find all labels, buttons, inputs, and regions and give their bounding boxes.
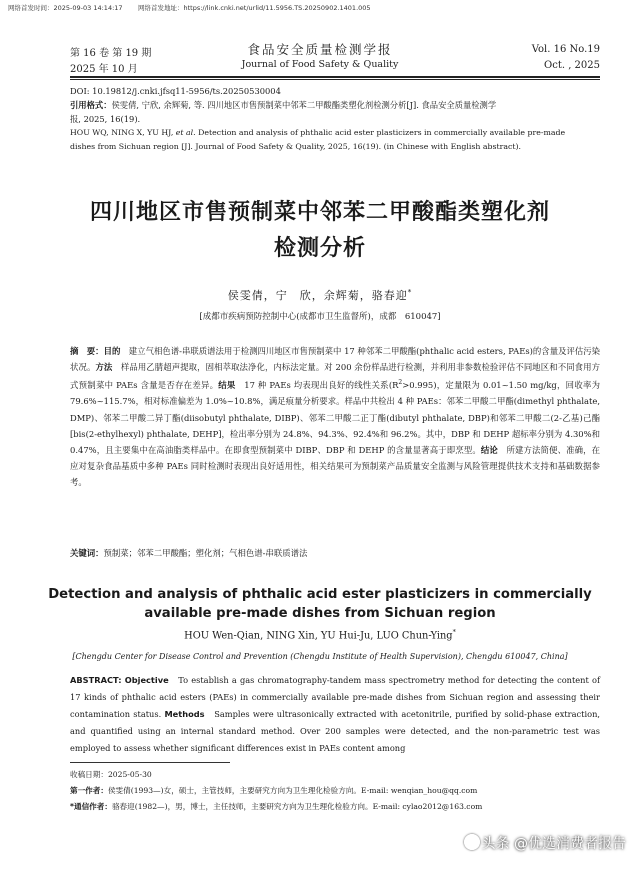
download-address: 网络首发地址：https://link.cnki.net/urlid/11.5956.TS.20250902.1401.005: [138, 4, 371, 12]
volume-cn: 第 16 卷 第 19 期: [70, 48, 152, 59]
header-rule: [70, 76, 600, 78]
volume-en: Vol. 16 No.19: [531, 44, 600, 55]
download-time: 网络首发时间：2025-09-03 14:14:17: [8, 4, 123, 12]
citation-en-line2: dishes from Sichuan region [J]. Journal of Food Safety & Quality, 2025, 16(19). (in Chinese with English abstract).: [70, 142, 521, 151]
authors-en: HOU Wen-Qian, NING Xin, YU Hui-Ju, LUO Chun-Ying*: [184, 628, 456, 642]
header-rule-thin: [70, 79, 600, 80]
date-en: Oct. , 2025: [544, 60, 600, 71]
citation-cn-line2: 报, 2025, 16(19).: [70, 114, 141, 124]
citation-cn: 引用格式：侯雯倩, 宁欣, 余辉菊, 等. 四川地区市售预制菜中邻苯二甲酸酯类塑化剂检测分析[J]. 食品安全质量检测学: [70, 100, 497, 110]
citation-en: HOU WQ, NING X, YU HJ, et al. Detection and analysis of phthalic acid ester plasticizers in commercially available pre-made: [70, 128, 566, 137]
affiliation-en: [Chengdu Center for Disease Control and Prevention (Chengdu Institute of Health Supervision), Chengdu 610047, China]: [72, 652, 568, 661]
keywords-cn: 关键词：预制菜；邻苯二甲酸酯；塑化剂；气相色谱-串联质谱法: [70, 548, 308, 558]
watermark-icon: [464, 834, 480, 850]
citation-block: [70, 84, 605, 154]
citation-label: 引用格式：: [70, 100, 112, 110]
first-author-note: 第一作者：侯雯倩(1993—)女，硕士，主管技师，主要研究方向为卫生理化检验方向。E-mail: wenqian_hou@qq.com: [70, 786, 478, 795]
paper-title-cn: 四川地区市售预制菜中邻苯二甲酸酯类塑化剂 检测分析: [89, 199, 550, 261]
journal-title-en: Journal of Food Safety & Quality: [241, 59, 399, 70]
footnotes: [70, 767, 600, 815]
paper-title-en: Detection and analysis of phthalic acid ester plasticizers in commercially available pre-made dishes from Sichuan region: [48, 587, 592, 621]
authors-cn: 侯雯倩，宁 欣，余辉菊，骆春迎*: [227, 288, 413, 302]
abstract-cn: 摘 要：目的 建立气相色谱-串联质谱法用于检测四川地区市售预制菜中 17 种邻苯二甲酸酯(phthalic acid esters, PAEs)的含量及评估污染状况。方法 样品用乙腈超声提取，固相萃取法净化，内标法定量。对 200 余份样品进行检测，并利用非参数检验评估不同地区和不同食用方式预制菜中 PAEs 含量是否存在差异。结果 17 种 PAEs 均表现出良好的线性关系$(R^2>0.995)$，定量限为 0.01~1.50 mg/kg，回收率为 79.6%~115.7%，相对标准偏差为 1.0%~10.8%，满足痕量分析要求。样品中共检出 4 种 PAEs：邻苯二甲酸二甲酯(dimethyl phthalate, DMP)、邻苯二甲酸二异丁酯(diisobutyl phthalate, DIBP)、邻苯二甲酸二正丁酯(dibutyl phthalate, DBP)和邻苯二甲酸二(2-乙基)己酯[bis(2-ethylhexyl) phthalate, DEHP]，检出率分别为 24.8%、94.3%、92.4%和 96.2%。其中，DBP 和 DEHP 超标率分别为 4.30%和 0.47%，且主要集中在高油脂类样品中。在即食型预制菜中 DIBP、DBP 和 DEHP 的含量显著高于即烹型。结论 所建方法简便、准确，在应对复杂食品基质中多种 PAEs 同时检测时表现出良好适用性，相关结果可为预制菜产品质量安全监测与风险管理提供技术支持和基础数据参考。: [70, 346, 601, 488]
watermark: 头条 @优选消费者报告: [464, 833, 626, 853]
doi: DOI: 10.19812/j.cnki.jfsq11-5956/ts.20250530004: [70, 86, 281, 96]
affiliation-cn: [成都市疾病预防控制中心(成都市卫生监督所)，成都 610047]: [199, 312, 441, 322]
journal-title-cn: 食品安全质量检测学报: [247, 42, 393, 57]
footnote-rule: [70, 762, 230, 763]
date-cn: 2025 年 10 月: [70, 64, 138, 75]
received-date: 收稿日期：2025-05-30: [70, 770, 152, 779]
abstract-en: ABSTRACT: Objective To establish a gas chromatography-tandem mass spectrometry method for detecting the content of 17 kinds of phthalic acid esters (PAEs) in commercially available pre-made dishes from Sichuan region and assessing their contamination status. Methods Samples were ultrasonically extracted with acetonitrile, purified by solid-phase extraction, and quantified using an internal standard method. Over 200 samples were detected, and the non-parametric test was employed to assess whether significant differences exist in PAEs content among: [70, 675, 601, 753]
corresponding-author-note: *通信作者：骆春迎(1982—)，男，博士，主任技师，主要研究方向为卫生理化检验方向。E-mail: cylao2012@163.com: [70, 802, 483, 811]
